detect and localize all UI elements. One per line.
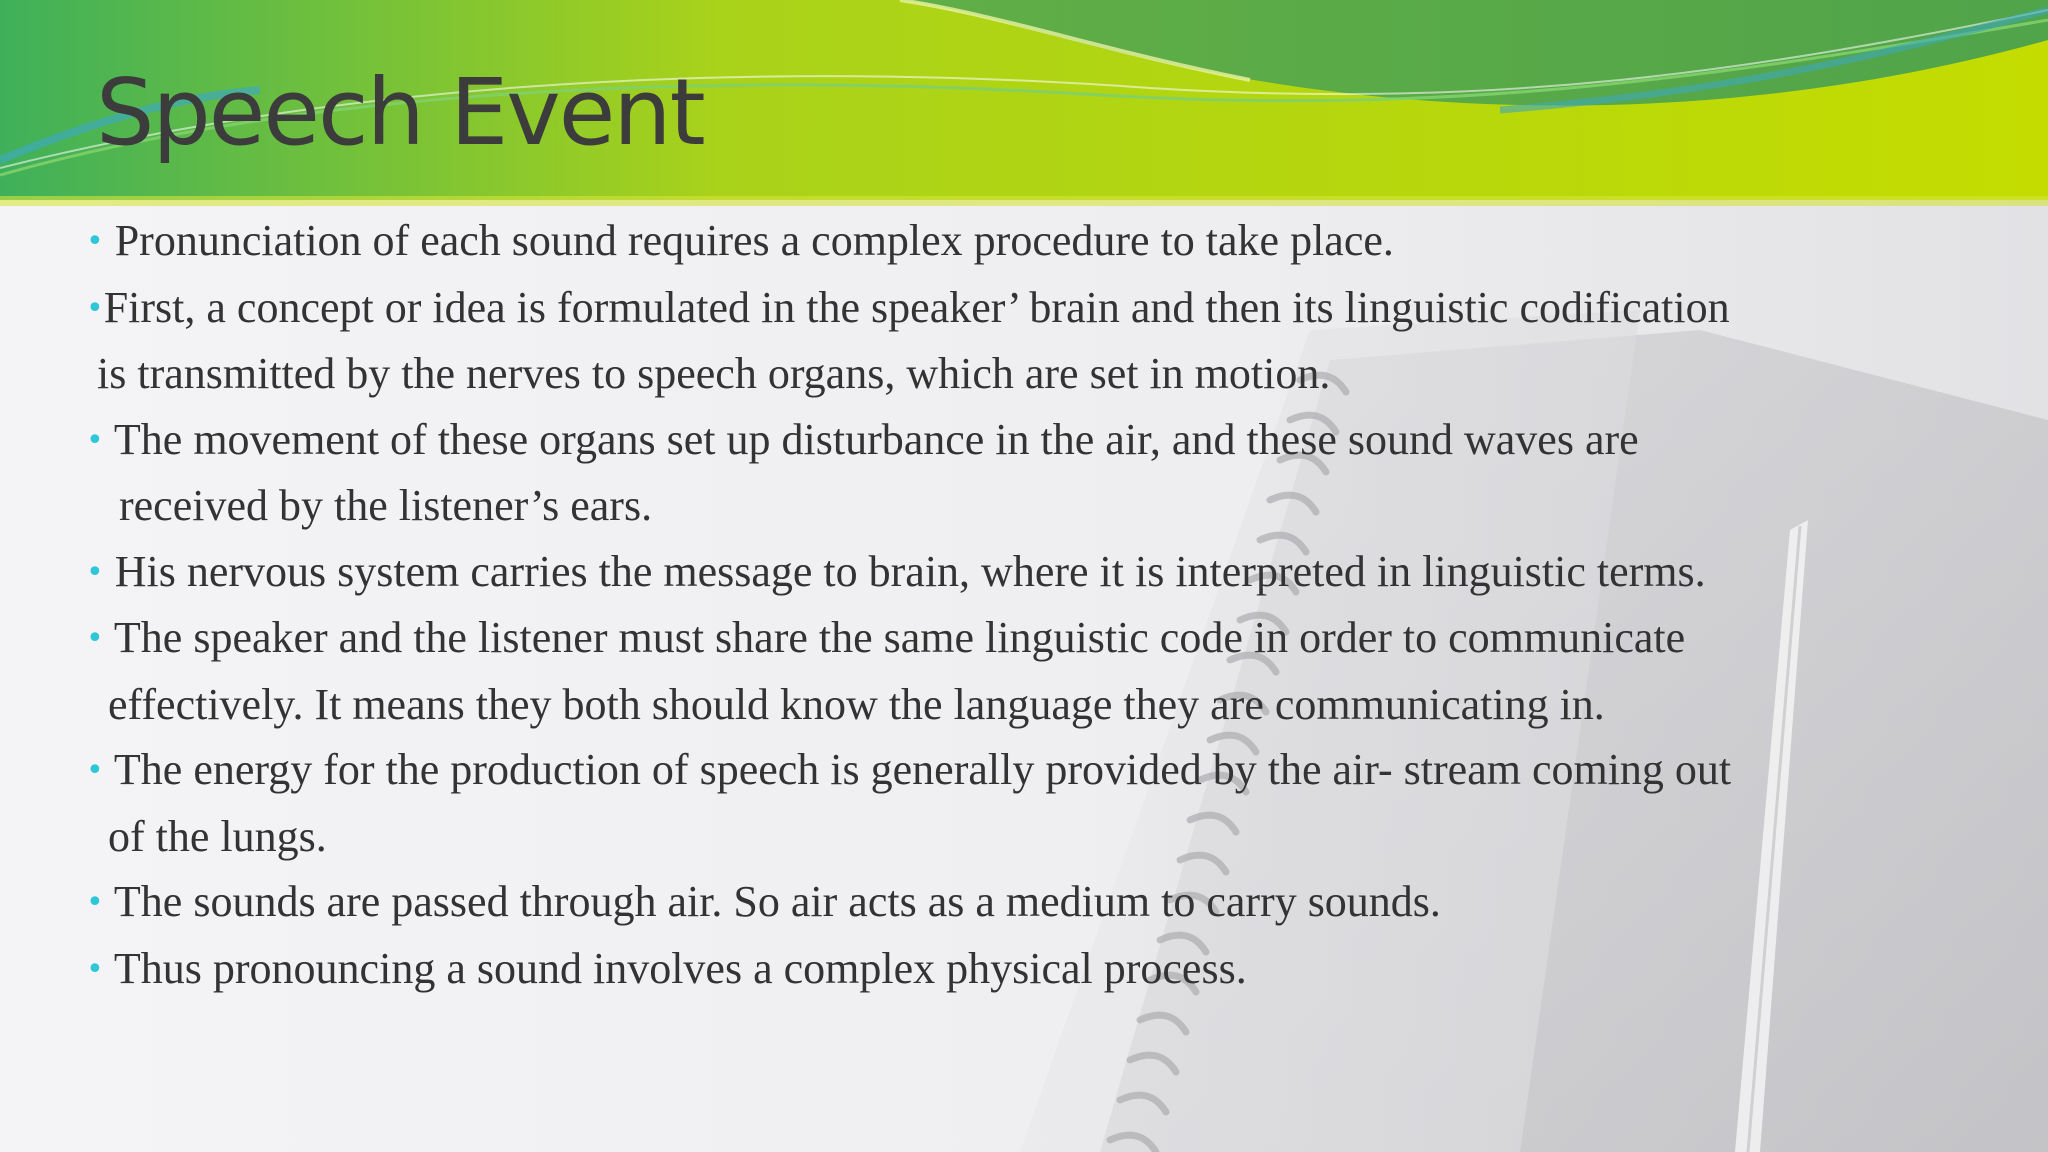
- list-item-text: The energy for the production of speech is generally provided by the air- stream coming out: [103, 745, 1732, 794]
- list-item: [86, 275, 1986, 407]
- list-item-text-continued: is transmitted by the nerves to speech organs, which are set in motion.: [86, 349, 1331, 398]
- bullet-icon: •: [86, 753, 104, 788]
- list-item-text: Thus pronouncing a sound involves a complex physical process.: [103, 943, 1247, 993]
- bullet-icon: •: [86, 422, 104, 458]
- bullet-icon: •: [86, 951, 104, 987]
- list-item-text: His nervous system carries the message to brain, where it is interpreted in linguistic terms.: [103, 546, 1706, 596]
- list-item: [86, 407, 1986, 539]
- list-item: [86, 208, 1986, 275]
- bullet-icon: •: [86, 554, 104, 590]
- list-item: [86, 869, 1986, 936]
- bullet-icon: •: [86, 290, 104, 326]
- list-item-text: First, a concept or idea is formulated in the speaker’ brain and then its linguistic codification: [103, 282, 1730, 332]
- bullet-list: [86, 208, 1986, 1002]
- bullet-icon: •: [86, 224, 104, 259]
- list-item-text-continued: effectively. It means they both should know the language they are communicating in.: [86, 679, 1605, 729]
- list-item-text-continued: of the lungs.: [86, 811, 327, 861]
- list-item-text-continued: received by the listener’s ears.: [86, 481, 653, 530]
- list-item-text: The sounds are passed through air. So air acts as a medium to carry sounds.: [103, 877, 1441, 926]
- bullet-icon: •: [86, 885, 104, 920]
- bullet-icon: •: [86, 621, 104, 656]
- list-item-text: The movement of these organs set up disturbance in the air, and these sound waves are: [103, 414, 1639, 464]
- list-item: [86, 539, 1986, 606]
- list-item-text: Pronunciation of each sound requires a complex procedure to take place.: [103, 216, 1394, 265]
- slide-title: Speech Event: [96, 59, 704, 166]
- list-item: [86, 605, 1986, 737]
- list-item: [86, 737, 1986, 869]
- list-item: [86, 936, 1986, 1003]
- list-item-text: The speaker and the listener must share the same linguistic code in order to communicate: [103, 613, 1686, 662]
